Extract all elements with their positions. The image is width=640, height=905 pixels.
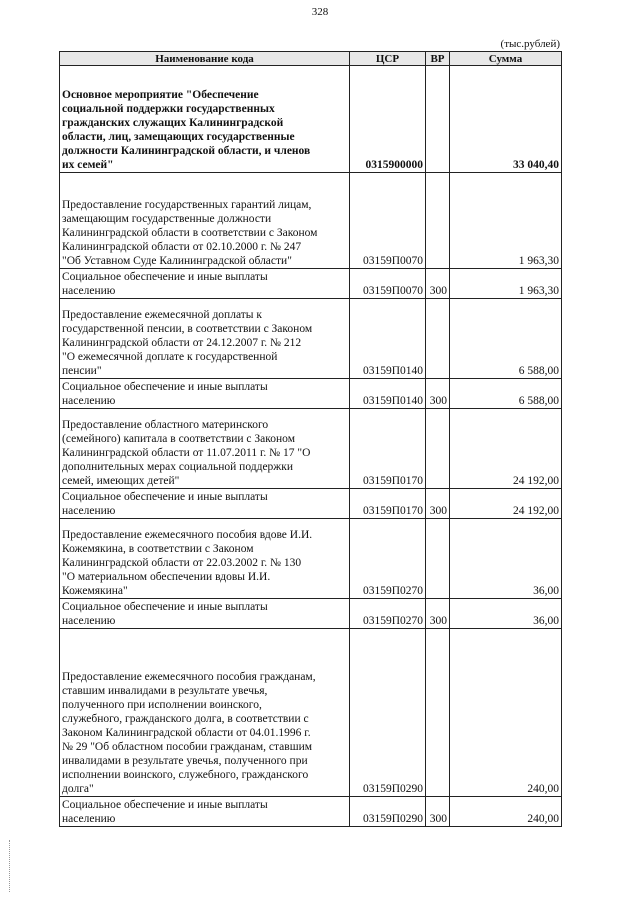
row-csr: 03159П0270 xyxy=(350,519,426,599)
row-vr: 300 xyxy=(426,489,450,519)
row-csr: 03159П0170 xyxy=(350,489,426,519)
table-row xyxy=(60,409,562,489)
table-row xyxy=(60,269,562,299)
row-name: Предоставление областного материнского (семейного) капитала в соответствии с Законом Калининградской области от 11.07.2011 г. № 17 "О дополнительных мерах социальной поддержки семей, имеющих детей" xyxy=(62,419,311,487)
budget-table xyxy=(59,51,562,827)
header-csr: ЦСР xyxy=(350,52,426,66)
row-sum: 240,00 xyxy=(450,629,562,797)
row-vr xyxy=(426,629,450,797)
row-sum: 33 040,40 xyxy=(450,66,562,173)
scan-margin-mark xyxy=(9,840,11,892)
page-number: 328 xyxy=(311,6,329,18)
row-name: Предоставление ежемесячного пособия гражданам, ставшим инвалидами в результате увечья, полученного при исполнении воинского, служебного, гражданского долга, в соответствии с Законом Калининградской области от 04.01.1996 г. № 29 "Об областном пособии гражданам, ставшим инвалидами в результате увечья, полученного при исполнении воинского, служебного, гражданского долга" xyxy=(62,671,316,795)
row-csr: 03159П0170 xyxy=(350,409,426,489)
row-csr: 03159П0270 xyxy=(350,599,426,629)
row-vr xyxy=(426,66,450,173)
row-name: Предоставление государственных гарантий лицам, замещающим государственные должности Калининградской области в соответствии с Законом Калининградской области от 02.10.2000 г. № 247 "Об Уставном Суде Калининградской области" xyxy=(62,199,318,267)
header-name: Наименование кода xyxy=(60,52,350,66)
table-row xyxy=(60,66,562,173)
row-csr: 03159П0140 xyxy=(350,299,426,379)
header-vr: ВР xyxy=(426,52,450,66)
row-csr: 03159П0290 xyxy=(350,629,426,797)
row-name: Социальное обеспечение и иные выплаты населению xyxy=(62,601,268,627)
row-vr xyxy=(426,409,450,489)
row-sum: 36,00 xyxy=(450,599,562,629)
units-label: (тыс.рублей) xyxy=(500,38,560,50)
table-row xyxy=(60,629,562,797)
row-name: Социальное обеспечение и иные выплаты населению xyxy=(62,271,268,297)
table-row xyxy=(60,489,562,519)
table-row xyxy=(60,173,562,269)
row-vr xyxy=(426,299,450,379)
row-vr: 300 xyxy=(426,599,450,629)
row-csr: 03159П0140 xyxy=(350,379,426,409)
row-sum: 6 588,00 xyxy=(450,299,562,379)
row-sum: 24 192,00 xyxy=(450,409,562,489)
row-name: Предоставление ежемесячной доплаты к государственной пенсии, в соответствии с Законом Калининградской области от 24.12.2007 г. № 212 "О ежемесячной доплате к государственной пенсии" xyxy=(62,309,313,377)
row-sum: 6 588,00 xyxy=(450,379,562,409)
table-row xyxy=(60,599,562,629)
row-csr: 0315900000 xyxy=(350,66,426,173)
row-csr: 03159П0070 xyxy=(350,173,426,269)
row-name: Предоставление ежемесячного пособия вдове И.И. Кожемякина, в соответствии с Законом Калининградской области от 22.03.2002 г. № 130 "О материальном обеспечении вдовы И.И. Кожемякина" xyxy=(62,529,313,597)
row-sum: 1 963,30 xyxy=(450,173,562,269)
row-vr: 300 xyxy=(426,379,450,409)
row-sum: 240,00 xyxy=(450,797,562,827)
table-header-row xyxy=(60,52,562,66)
row-name: Социальное обеспечение и иные выплаты населению xyxy=(62,491,268,517)
row-sum: 36,00 xyxy=(450,519,562,599)
row-csr: 03159П0070 xyxy=(350,269,426,299)
row-name: Основное мероприятие "Обеспечение социальной поддержки государственных гражданских служащих Калининградской области, лиц, замещающих государственные должности Калининградской области, и членов их семей" xyxy=(62,89,311,171)
table-row xyxy=(60,299,562,379)
row-vr: 300 xyxy=(426,269,450,299)
table-row xyxy=(60,797,562,827)
row-vr xyxy=(426,173,450,269)
row-vr: 300 xyxy=(426,797,450,827)
row-vr xyxy=(426,519,450,599)
row-sum: 1 963,30 xyxy=(450,269,562,299)
row-csr: 03159П0290 xyxy=(350,797,426,827)
row-name: Социальное обеспечение и иные выплаты населению xyxy=(62,799,268,825)
header-sum: Сумма xyxy=(450,52,562,66)
table-row xyxy=(60,379,562,409)
table-row xyxy=(60,519,562,599)
row-sum: 24 192,00 xyxy=(450,489,562,519)
row-name: Социальное обеспечение и иные выплаты населению xyxy=(62,381,268,407)
